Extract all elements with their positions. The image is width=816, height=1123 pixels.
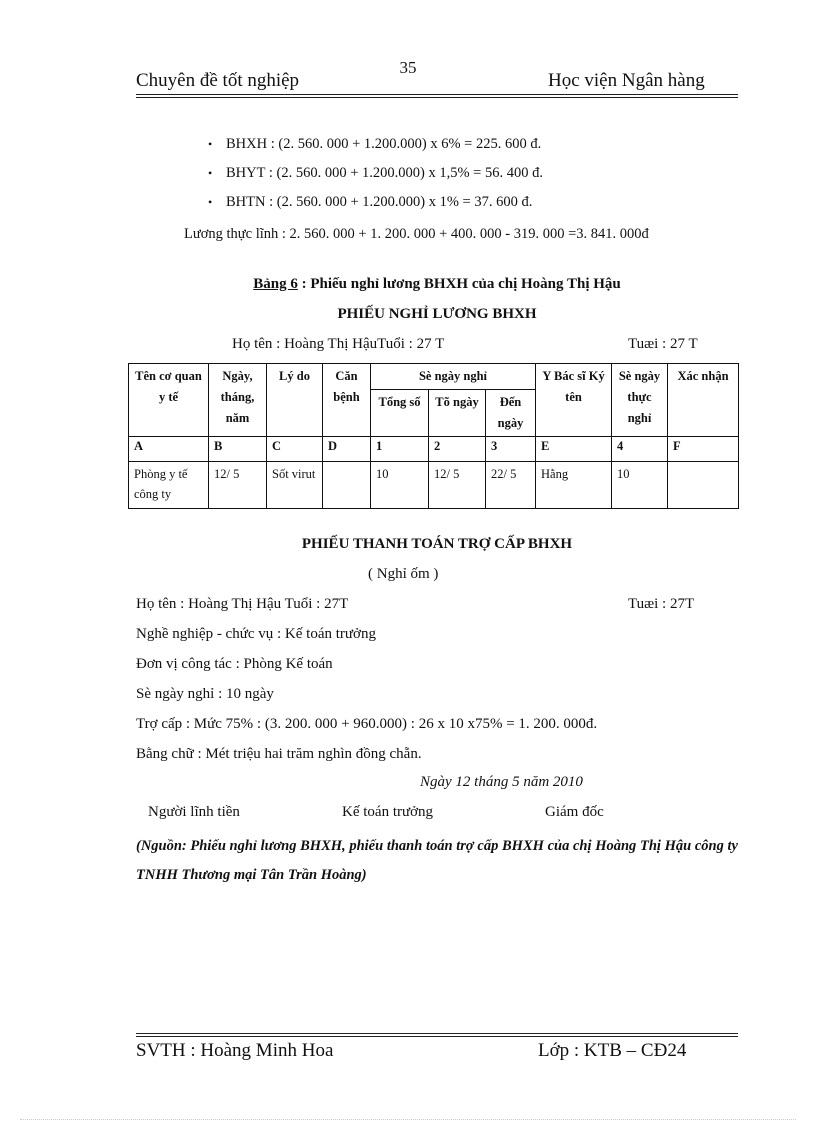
header-right-title: Học viện Ngân hàng — [548, 70, 705, 91]
caption-text: : Phiếu nghỉ lương BHXH của chị Hoàng Thị Hậu — [297, 276, 621, 292]
header-actual-days: Sè ngày thực nghỉ — [612, 364, 668, 437]
deduction-list — [208, 130, 543, 217]
payment-job: Nghề nghiệp - chức vụ : Kế toán trưởng — [136, 626, 376, 642]
list-item: • BHXH : (2. 560. 000 + 1.200.000) x 6% = 225. 600 đ. — [208, 130, 543, 159]
table-cell: Phòng y tế công ty — [129, 462, 209, 509]
net-salary-paragraph: Lương thực lĩnh : 2. 560. 000 + 1. 200. 000 + 400. 000 - 319. 000 =3. 841. 000đ — [184, 226, 649, 242]
table-row — [129, 462, 739, 509]
table-cell: 12/ 5 — [209, 462, 267, 509]
payment-days: Sè ngày nghỉ : 10 ngày — [136, 686, 274, 702]
column-code: 2 — [429, 437, 486, 462]
footer-rule — [136, 1033, 738, 1034]
header-from-day: Tõ ngày — [429, 390, 486, 437]
column-code: A — [129, 437, 209, 462]
footer-student: SVTH : Hoàng Minh Hoa — [136, 1040, 334, 1061]
header-illness: Căn bệnh — [323, 364, 371, 437]
table-cell: 12/ 5 — [429, 462, 486, 509]
table-cell: Hằng — [536, 462, 612, 509]
payment-age: Tuæi : 27T — [628, 596, 695, 612]
header-facility: Tên cơ quan y tế — [129, 364, 209, 437]
payment-date: Ngày 12 tháng 5 năm 2010 — [420, 774, 583, 790]
header-reason: Lý do — [267, 364, 323, 437]
leave-form-title: PHIẾU NGHỈ LƯƠNG BHXH — [337, 306, 537, 322]
column-code: D — [323, 437, 371, 462]
table-cell — [323, 462, 371, 509]
column-code: 4 — [612, 437, 668, 462]
list-item: • BHYT : (2. 560. 000 + 1.200.000) x 1,5% = 56. 400 đ. — [208, 159, 543, 188]
signature-director: Giám đốc — [545, 804, 604, 820]
list-item: • BHTN : (2. 560. 000 + 1.200.000) x 1% = 37. 600 đ. — [208, 188, 543, 217]
table-cell: 10 — [371, 462, 429, 509]
leave-form-age: Tuæi : 27 T — [628, 336, 698, 352]
header-rule — [136, 94, 738, 95]
page-number: 35 — [399, 58, 417, 77]
payment-in-words: Bằng chữ : Mét triệu hai trăm nghìn đồng chẵn. — [136, 746, 422, 762]
header-confirm: Xác nhận — [668, 364, 739, 437]
table-row — [129, 437, 739, 462]
footer-class: Lớp : KTB – CĐ24 — [538, 1040, 687, 1061]
table-caption — [0, 276, 816, 293]
payment-form-subtitle: ( Nghỉ ốm ) — [368, 566, 439, 582]
header-to-day: Đến ngày — [486, 390, 536, 437]
payment-unit: Đơn vị công tác : Phòng Kế toán — [136, 656, 333, 672]
footer-rule — [136, 1036, 738, 1037]
column-code: B — [209, 437, 267, 462]
payment-allowance: Trợ cấp : Mức 75% : (3. 200. 000 + 960.000) : 26 x 10 x75% = 1. 200. 000đ. — [136, 716, 598, 732]
header-total: Tổng số — [371, 390, 429, 437]
leave-form-name: Họ tên : Hoàng Thị HậuTuổi : 27 T — [232, 336, 445, 352]
column-code: C — [267, 437, 323, 462]
caption-label: Bảng 6 — [253, 276, 298, 292]
column-code: E — [536, 437, 612, 462]
signature-chief-accountant: Kế toán trưởng — [342, 804, 434, 820]
column-code: F — [668, 437, 739, 462]
payment-name: Họ tên : Hoàng Thị Hậu Tuổi : 27T — [136, 596, 349, 612]
header-rule — [136, 97, 738, 98]
column-code: 1 — [371, 437, 429, 462]
header-doctor: Y Bác sĩ Ký tên — [536, 364, 612, 437]
payment-form-title: PHIẾU THANH TOÁN TRỢ CẤP BHXH — [301, 536, 573, 552]
header-date: Ngày, tháng, năm — [209, 364, 267, 437]
page-edge — [20, 1119, 796, 1120]
table-cell: Sốt virut — [267, 462, 323, 509]
signature-recipient: Người lĩnh tiền — [148, 804, 240, 820]
table-cell — [668, 462, 739, 509]
table-cell: 22/ 5 — [486, 462, 536, 509]
header-left-title: Chuyên đề tốt nghiệp — [136, 70, 300, 91]
header-days-off: Sè ngày nghỉ — [371, 364, 536, 390]
column-code: 3 — [486, 437, 536, 462]
source-note: (Nguồn: Phiếu nghỉ lương BHXH, phiếu thanh toán trợ cấp BHXH của chị Hoàng Thị Hậu công ty TNHH Thương mại Tân Trần Hoàng) — [136, 838, 738, 883]
leave-table — [128, 363, 739, 509]
table-cell: 10 — [612, 462, 668, 509]
